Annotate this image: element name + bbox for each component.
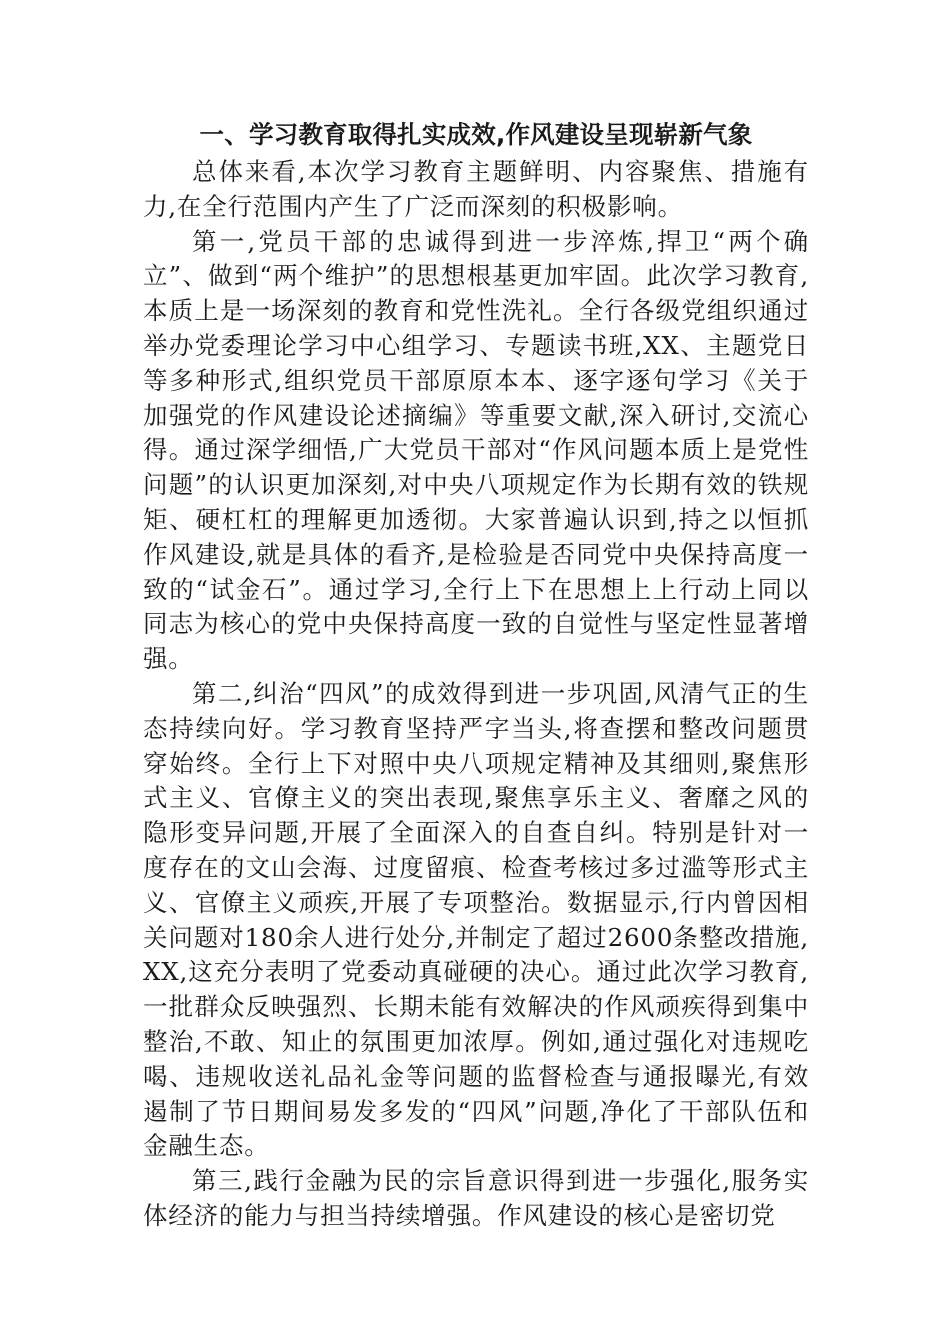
paragraph-overview: 总体来看,本次学习教育主题鲜明、内容聚焦、措施有力,在全行范围内产生了广泛而深刻的积极影响。 <box>143 157 809 221</box>
document-body <box>143 114 809 1234</box>
paragraph-second-point: 第二,纠治“四风”的成效得到进一步巩固,风清气正的生态持续向好。学习教育坚持严字当头,将查摆和整改问题贯穿始终。全行上下对照中央八项规定精神及其细则,聚焦形式主义、官僚主义的突出表现,聚焦享乐主义、奢靡之风的隐形变异问题,开展了全面深入的自查自纠。特别是针对一度存在的文山会海、过度留痕、检查考核过多过滥等形式主义、官僚主义顽疾,开展了专项整治。数据显示,行内曾因相关问题对180余人进行处分,并制定了超过2600条整改措施,XX,这充分表明了党委动真碰硬的决心。通过此次学习教育,一批群众反映强烈、长期未能有效解决的作风顽疾得到集中整治,不敢、知止的氛围更加浓厚。例如,通过强化对违规吃喝、违规收送礼品礼金等问题的监督检查与通报曝光,有效遏制了节日期间易发多发的“四风”问题,净化了干部队伍和金融生态。 <box>143 678 809 1161</box>
paragraph-first-point: 第一,党员干部的忠诚得到进一步淬炼,捍卫“两个确立”、做到“两个维护”的思想根基更加牢固。此次学习教育,本质上是一场深刻的教育和党性洗礼。全行各级党组织通过举办党委理论学习中心组学习、专题读书班,XX、主题党日等多种形式,组织党员干部原原本本、逐字逐句学习《关于加强党的作风建设论述摘编》等重要文献,深入研讨,交流心得。通过深学细悟,广大党员干部对“作风问题本质上是党性问题”的认识更加深刻,对中央八项规定作为长期有效的铁规矩、硬杠杠的理解更加透彻。大家普遍认识到,持之以恒抓作风建设,就是具体的看齐,是检验是否同党中央保持高度一致的“试金石”。通过学习,全行上下在思想上上行动上同以同志为核心的党中央保持高度一致的自觉性与坚定性显著增强。 <box>143 226 809 674</box>
section-heading: 一、学习教育取得扎实成效,作风建设呈现崭新气象 <box>199 120 753 149</box>
paragraph-third-point: 第三,践行金融为民的宗旨意识得到进一步强化,服务实体经济的能力与担当持续增强。作风建设的核心是密切党 <box>143 1166 809 1230</box>
